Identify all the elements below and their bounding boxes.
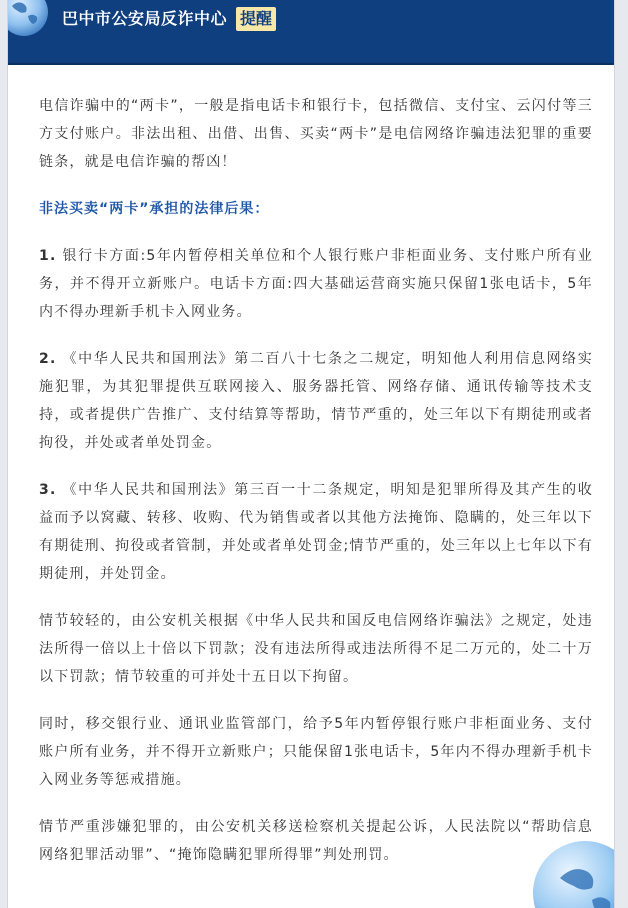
globe-icon	[7, 0, 50, 38]
item-text: 银行卡方面:5年内暂停相关单位和个人银行账户非柜面业务、支付账户所有业务，并不得开立新账户。电话卡方面:四大基础运营商实施只保留1张电话卡，5年内不得办理新手机卡入网业务。	[39, 248, 593, 320]
intro-paragraph: 电信诈骗中的“两卡”，一般是指电话卡和银行卡，包括微信、支付宝、云闪付等三方支付账户。非法出租、出借、出售、买卖“两卡”是电信网络诈骗违法犯罪的重要链条，就是电信诈骗的帮凶！	[39, 98, 593, 170]
article-card	[7, 0, 615, 908]
header-banner	[8, 0, 614, 65]
item-text: 《中华人民共和国刑法》第三百一十二条规定，明知是犯罪所得及其产生的收益而予以窝藏、转移、收购、代为销售或者以其他方法掩饰、隐瞒的，处三年以下有期徒刑、拘役或者管制，并处或者单处罚金;情节严重的，处三年以上七年以下有期徒刑，并处罚金。	[39, 482, 593, 582]
body-paragraph: 情节较轻的，由公安机关根据《中华人民共和国反电信网络诈骗法》之规定，处违法所得一倍以上十倍以下罚款；没有违法所得或违法所得不足二万元的，处二十万以下罚款；情节较重的可并处十五日以下拘留。	[39, 613, 593, 685]
article-body	[39, 92, 593, 888]
globe-decoration-icon	[530, 838, 615, 908]
body-paragraph: 同时，移交银行业、通讯业监管部门，给予5年内暂停银行账户非柜面业务、支付账户所有业务，并不得开立新账户；只能保留1张电话卡，5年内不得办理新手机卡入网业务等惩戒措施。	[39, 716, 593, 788]
alert-tag: 提醒	[236, 7, 276, 31]
item-number: 3.	[39, 482, 57, 498]
consequence-item	[39, 476, 593, 588]
consequence-item	[39, 242, 593, 326]
item-number: 2.	[39, 351, 57, 367]
header-title: 巴中市公安局反诈中心	[62, 9, 228, 28]
section-heading: 非法买卖“两卡”承担的法律后果：	[39, 201, 270, 217]
item-text: 《中华人民共和国刑法》第二百八十七条之二规定，明知他人利用信息网络实施犯罪，为其犯罪提供互联网接入、服务器托管、网络存储、通讯传输等技术支持，或者提供广告推广、支付结算等帮助，情节严重的，处三年以下有期徒刑或者拘役，并处或者单处罚金。	[39, 351, 593, 451]
item-number: 1.	[39, 248, 57, 264]
body-paragraph: 情节严重涉嫌犯罪的，由公安机关移送检察机关提起公诉，人民法院以“帮助信息网络犯罪活动罪”、“掩饰隐瞒犯罪所得罪”判处刑罚。	[39, 819, 593, 863]
consequence-item	[39, 345, 593, 457]
